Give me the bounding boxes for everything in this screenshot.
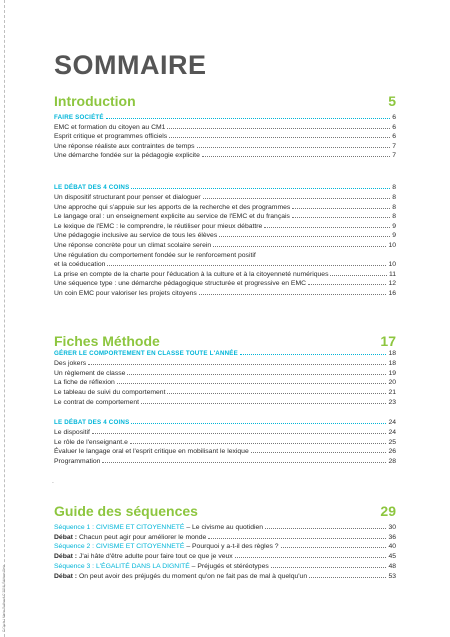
entry-title: Esprit critique et programmes officiels	[54, 133, 168, 140]
page-number: 40	[388, 543, 396, 551]
dot-leader	[92, 433, 387, 434]
dot-leader	[203, 198, 391, 199]
page-number: 6	[392, 133, 396, 140]
debat-label: Débat :	[54, 553, 79, 561]
entry-title: et la coéducation	[54, 261, 106, 269]
entry-title	[54, 563, 269, 571]
sequence-entry[interactable]	[54, 524, 396, 532]
toc-entry[interactable]	[54, 242, 396, 250]
sequence-title: – Pourquoi y a-t-il des règles ?	[184, 543, 279, 551]
page-number: 12	[388, 280, 396, 288]
page-number: 48	[388, 562, 396, 570]
toc-entry[interactable]	[54, 399, 396, 407]
toc-entry[interactable]	[54, 439, 396, 447]
page-number: 11	[388, 270, 396, 278]
page-title: SOMMAIRE	[54, 50, 207, 80]
margin-dashed-line	[4, 0, 5, 637]
toc-entry[interactable]	[54, 194, 396, 202]
dot-leader	[167, 128, 390, 129]
sequence-theme: L'ÉGALITÉ DANS LA DIGNITÉ	[95, 562, 190, 570]
sequence-title: J'ai hâte d'être adulte pour faire tout ce que je veux	[78, 553, 233, 561]
subsection-label: LE DÉBAT DES 4 COINS	[54, 419, 130, 426]
entry-title: Une pédagogie inclusive au service de tous les élèves	[54, 232, 218, 240]
toc-entry[interactable]	[54, 133, 396, 141]
dot-leader	[240, 354, 386, 355]
toc-entry[interactable]	[54, 458, 396, 466]
entry-title	[54, 534, 206, 542]
section-introduction-heading[interactable]	[54, 93, 396, 109]
debat-label: Débat :	[54, 572, 79, 580]
toc-entry[interactable]	[54, 124, 396, 132]
entry-title: Le contrat de comportement	[54, 398, 140, 406]
toc-entry[interactable]	[54, 252, 396, 260]
dot-leader	[281, 547, 387, 548]
page-number: 8	[392, 213, 396, 221]
sequence-number: Séquence 3 :	[54, 562, 96, 570]
page-number: 18	[388, 360, 396, 367]
page-number: 45	[388, 553, 396, 561]
toc-entry[interactable]	[54, 280, 396, 288]
entry-title: Des jokers	[54, 360, 87, 367]
page-number: 7	[392, 142, 396, 150]
entry-title: Le tableau de suivi du comportement	[54, 389, 166, 397]
entry-title: Le dispositif	[54, 429, 90, 436]
dot-leader	[265, 528, 386, 529]
page-number: 25	[388, 438, 396, 446]
page-number: 24	[388, 429, 396, 436]
page-number: 24	[388, 419, 396, 426]
dot-leader	[271, 567, 387, 568]
entry-title: Une séquence type : une démarche pédagogique structurée et progressive en EMC	[54, 280, 307, 288]
entry-title	[54, 553, 233, 561]
entry-title: Le rôle de l'enseignant.e	[54, 438, 128, 446]
entry-title: La prise en compte de la charte pour l'éducation à la culture et à la citoyenneté numériques	[54, 270, 329, 278]
page-number: 30	[388, 524, 396, 531]
toc-entry[interactable]	[54, 429, 396, 437]
dot-leader	[131, 423, 386, 424]
dot-leader	[169, 137, 390, 138]
toc-entry[interactable]	[54, 271, 396, 279]
section-title: Guide des séquences	[54, 503, 198, 519]
dot-leader	[330, 275, 386, 276]
dot-leader	[130, 443, 387, 444]
toc-entry[interactable]	[54, 360, 396, 368]
entry-title	[54, 573, 307, 581]
toc-entry[interactable]	[54, 152, 396, 160]
sequence-title: – Préjugés et stéréotypes	[189, 562, 269, 570]
dot-leader	[197, 147, 391, 148]
debat-label: Débat :	[54, 533, 79, 541]
dot-leader	[202, 156, 390, 157]
section-page: 17	[380, 333, 396, 349]
toc-entry[interactable]	[54, 232, 396, 240]
entry-title	[54, 543, 279, 551]
toc-entry[interactable]	[54, 370, 396, 378]
page-number: 28	[388, 457, 396, 465]
entry-title: Une régulation du comportement fondée sur le renforcement positif	[54, 251, 256, 259]
dot-leader	[106, 118, 391, 119]
page-number: 6	[392, 123, 396, 131]
section-page: 29	[380, 503, 396, 519]
sequence-entry[interactable]	[54, 543, 396, 551]
entry-title: Programmation	[54, 457, 101, 465]
dot-leader	[141, 403, 386, 404]
dot-leader	[88, 364, 386, 365]
sequence-title: – Le civisme au quotidien	[184, 524, 264, 531]
dot-leader	[264, 227, 390, 228]
page-number: 8	[392, 203, 396, 211]
page-number: 9	[392, 222, 396, 230]
dot-leader	[235, 557, 387, 558]
stray-mark: .	[52, 478, 54, 485]
page-number: 10	[388, 242, 396, 249]
entry-title: Une approche qui s'appuie sur les apports de la recherche et des programmes	[54, 203, 291, 211]
subsection-debat-intro[interactable]	[54, 184, 396, 192]
dot-leader	[167, 393, 386, 394]
page-number: 8	[392, 184, 396, 191]
dot-leader	[292, 217, 390, 218]
toc-entry[interactable]	[54, 389, 396, 397]
page-number: 9	[392, 232, 396, 240]
subsection-gerer-comportement[interactable]	[54, 350, 396, 358]
sequence-entry[interactable]	[54, 573, 396, 581]
sequence-entry[interactable]	[54, 534, 396, 542]
toc-entry[interactable]	[54, 290, 396, 298]
dot-leader	[308, 284, 386, 285]
sequence-number: Séquence 1 :	[54, 524, 96, 531]
copyright-note: © Cycle / Marie Guilbault © 2016, Éditions Retz	[2, 564, 6, 632]
toc-entry[interactable]	[54, 379, 396, 387]
entry-title: Un coin EMC pour valoriser les projets citoyens	[54, 290, 197, 297]
sequence-title: On peut avoir des préjugés du moment qu'on ne fait pas de mal à quelqu'un	[78, 572, 308, 580]
subsection-label: FAIRE SOCIÉTÉ	[54, 114, 104, 121]
entry-title: La fiche de réflexion	[54, 379, 115, 387]
entry-title: EMC et formation du citoyen au CM1	[54, 123, 166, 131]
dot-leader	[107, 265, 386, 266]
sequence-entry[interactable]	[54, 553, 396, 561]
entry-title: Évaluer le langage oral et l'esprit critique en mobilisant le lexique	[54, 448, 249, 456]
toc-entry[interactable]	[54, 213, 396, 221]
dot-leader	[102, 462, 386, 463]
subsection-label: GÉRER LE COMPORTEMENT EN CLASSE TOUTE L'ANNÉE	[54, 350, 238, 357]
page-number: 23	[388, 398, 396, 406]
subsection-debat-fiches[interactable]	[54, 419, 396, 427]
page-number: 36	[388, 533, 396, 541]
entry-title: Un dispositif structurant pour penser et dialoguer	[54, 194, 201, 201]
entry-title: Une démarche fondée sur la pédagogie explicite	[54, 152, 200, 159]
toc-entry[interactable]	[54, 143, 396, 151]
page-number: 18	[388, 350, 396, 357]
entry-title: Le langage oral : un enseignement explicite au service de l'EMC et du français	[54, 213, 290, 221]
section-title: Fiches Méthode	[54, 333, 160, 349]
page-number: 21	[388, 389, 396, 397]
toc-entry[interactable]	[54, 223, 396, 231]
section-title: Introduction	[54, 93, 136, 109]
entry-title: Une réponse concrète pour un climat scolaire serein	[54, 242, 212, 249]
page-number: 8	[392, 194, 396, 201]
page-number: 10	[388, 261, 396, 269]
sequence-number: Séquence 2 :	[54, 543, 96, 551]
sequence-theme: CIVISME ET CITOYENNETÉ	[95, 524, 185, 531]
toc-entry[interactable]	[54, 204, 396, 212]
page-number: 20	[388, 379, 396, 387]
page-number: 6	[392, 114, 396, 121]
sequence-title: Chacun peut agir pour améliorer le monde	[78, 533, 207, 541]
dot-leader	[131, 188, 390, 189]
dot-leader	[208, 538, 386, 539]
dot-leader	[309, 577, 386, 578]
page-number: 26	[388, 448, 396, 456]
section-page: 5	[388, 93, 396, 109]
dot-leader	[127, 374, 386, 375]
toc-entry[interactable]	[54, 261, 396, 269]
dot-leader	[117, 383, 387, 384]
dot-leader	[213, 246, 386, 247]
page-number: 53	[388, 572, 396, 580]
entry-title	[54, 524, 263, 532]
dot-leader	[292, 208, 390, 209]
entry-title: Un règlement de classe	[54, 369, 126, 377]
toc-entry[interactable]	[54, 448, 396, 456]
subsection-faire-societe[interactable]	[54, 114, 396, 122]
page-number: 7	[392, 152, 396, 159]
entry-title: Le lexique de l'EMC : le comprendre, le réutiliser pour mieux débattre	[54, 222, 263, 230]
entry-title: Une réponse réaliste aux contraintes de temps	[54, 142, 195, 150]
page-number: 16	[388, 290, 396, 297]
dot-leader	[199, 294, 387, 295]
dot-leader	[251, 452, 387, 453]
section-guide-heading[interactable]	[54, 503, 396, 519]
sequence-entry[interactable]	[54, 563, 396, 571]
subsection-label: LE DÉBAT DES 4 COINS	[54, 184, 130, 191]
dot-leader	[219, 236, 390, 237]
page-number: 19	[388, 369, 396, 377]
sequence-theme: CIVISME ET CITOYENNETÉ	[95, 543, 185, 551]
section-fiches-heading[interactable]	[54, 333, 396, 349]
